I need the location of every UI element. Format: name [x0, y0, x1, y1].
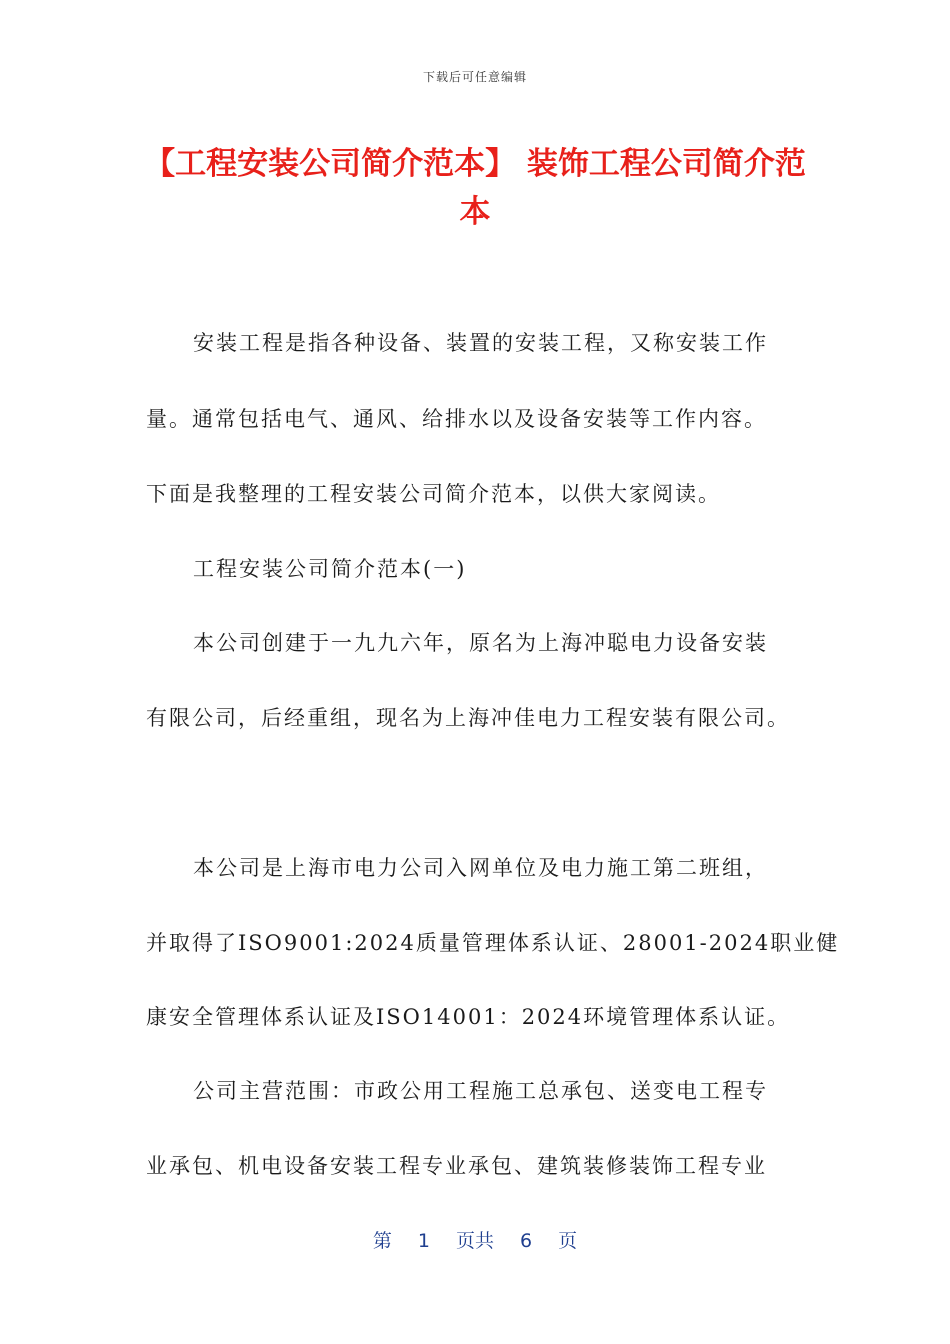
paragraph-line: 业承包、机电设备安装工程专业承包、建筑装修装饰工程专业 — [146, 1154, 767, 1178]
paragraph-line: 本公司是上海市电力公司入网单位及电力施工第二班组， — [193, 856, 768, 880]
paragraph-line: 下面是我整理的工程安装公司简介范本，以供大家阅读。 — [146, 482, 721, 506]
section-heading: 工程安装公司简介范本(一) — [193, 557, 467, 581]
paragraph-line: 有限公司，后经重组，现名为上海冲佳电力工程安装有限公司。 — [146, 706, 790, 730]
document-title: 【工程安装公司简介范本】 装饰工程公司简介范本 — [144, 146, 806, 230]
paragraph-line: 康安全管理体系认证及ISO14001：2024环境管理体系认证。 — [146, 1005, 791, 1029]
header-note: 下载后可任意编辑 — [422, 70, 527, 84]
paragraph-line: 并取得了ISO9001:2024质量管理体系认证、28001-2024职业健 — [146, 931, 840, 955]
paragraph-line: 安装工程是指各种设备、装置的安装工程，又称安装工作 — [193, 331, 768, 355]
current-page-number: 1 — [417, 1230, 430, 1252]
footer-suffix: 页 — [558, 1230, 578, 1252]
total-page-number: 6 — [520, 1230, 533, 1252]
footer-prefix: 第 — [372, 1230, 392, 1252]
paragraph-line: 量。通常包括电气、通风、给排水以及设备安装等工作内容。 — [146, 407, 767, 431]
paragraph-line: 公司主营范围：市政公用工程施工总承包、送变电工程专 — [193, 1079, 768, 1103]
footer-middle: 页共 — [455, 1230, 494, 1252]
paragraph-line: 本公司创建于一九九六年，原名为上海冲聪电力设备安装 — [193, 631, 768, 655]
page-footer — [0, 1226, 950, 1253]
